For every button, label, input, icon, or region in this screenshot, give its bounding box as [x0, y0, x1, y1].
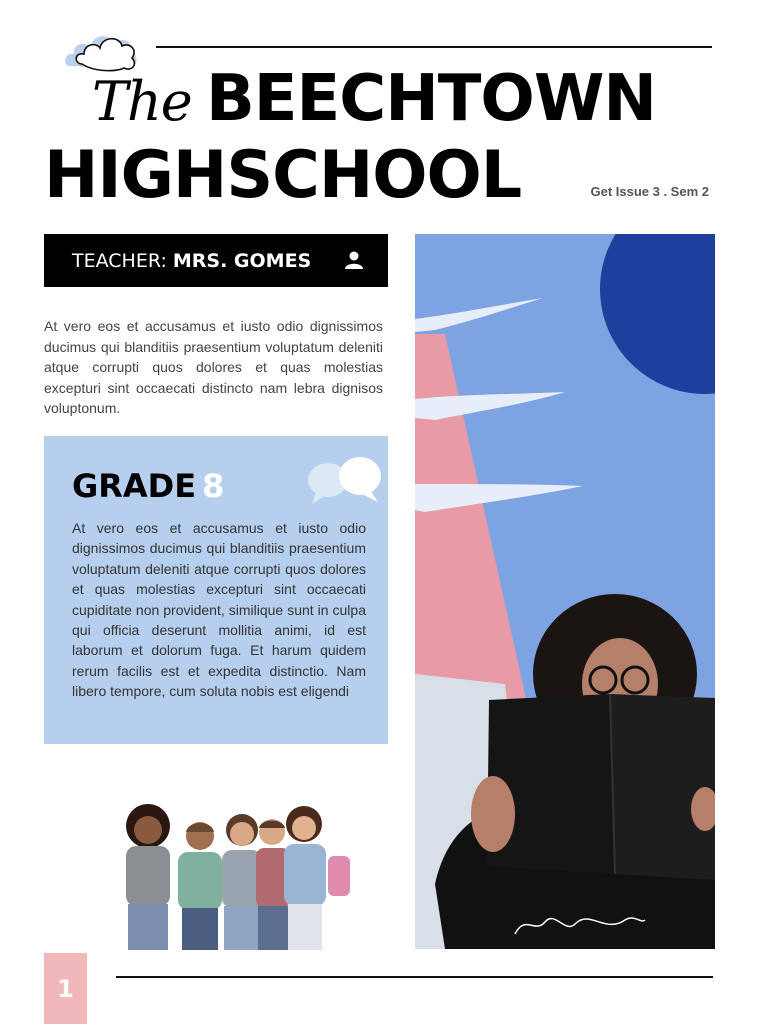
student-reading-photo	[415, 234, 715, 949]
teacher-bar	[44, 234, 388, 287]
students-group-photo	[88, 796, 378, 954]
grade-box	[44, 436, 388, 744]
teacher-label: TEACHER:	[72, 249, 167, 272]
grade-label: GRADE	[72, 467, 197, 505]
title-line-1: BEECHTOWN	[206, 62, 656, 136]
page-number-badge: 1	[44, 953, 87, 1024]
intro-paragraph: At vero eos et accusamus et iusto odio dignissimos ducimus qui blanditiis praesentium voluptatum deleniti atque corrupti quos dolores et quas molestias excepturi sint occaecati distincto nam lebra dignisos voluptonum.	[44, 318, 383, 416]
grade-heading	[72, 466, 224, 506]
teacher-name: MRS. GOMES	[172, 249, 312, 272]
title-line-2: HIGHSCHOOL	[44, 138, 522, 213]
title-the: The	[92, 70, 192, 133]
grade-paragraph: At vero eos et accusamus et iusto odio dignissimos ducimus qui blanditiis praesentium voluptatum deleniti atque corrupti quos dolores et quas molestias excepturi sint occaecati cupiditate non provident, similique sunt in culpa qui officia deserunt mollitia animi, id est laborum et dolorum fuga. Et harum quidem rerum facilis est et expedita distinctio. Nam libero tempore, cum soluta nobis est eligendi	[72, 520, 366, 700]
issue-label: Get Issue 3 . Sem 2	[590, 184, 709, 199]
top-rule	[156, 46, 712, 48]
cloud-icon	[64, 26, 140, 76]
bottom-rule	[116, 976, 713, 978]
grade-number: 8	[202, 467, 225, 505]
chat-bubbles-icon	[304, 454, 384, 506]
user-icon	[344, 250, 364, 270]
